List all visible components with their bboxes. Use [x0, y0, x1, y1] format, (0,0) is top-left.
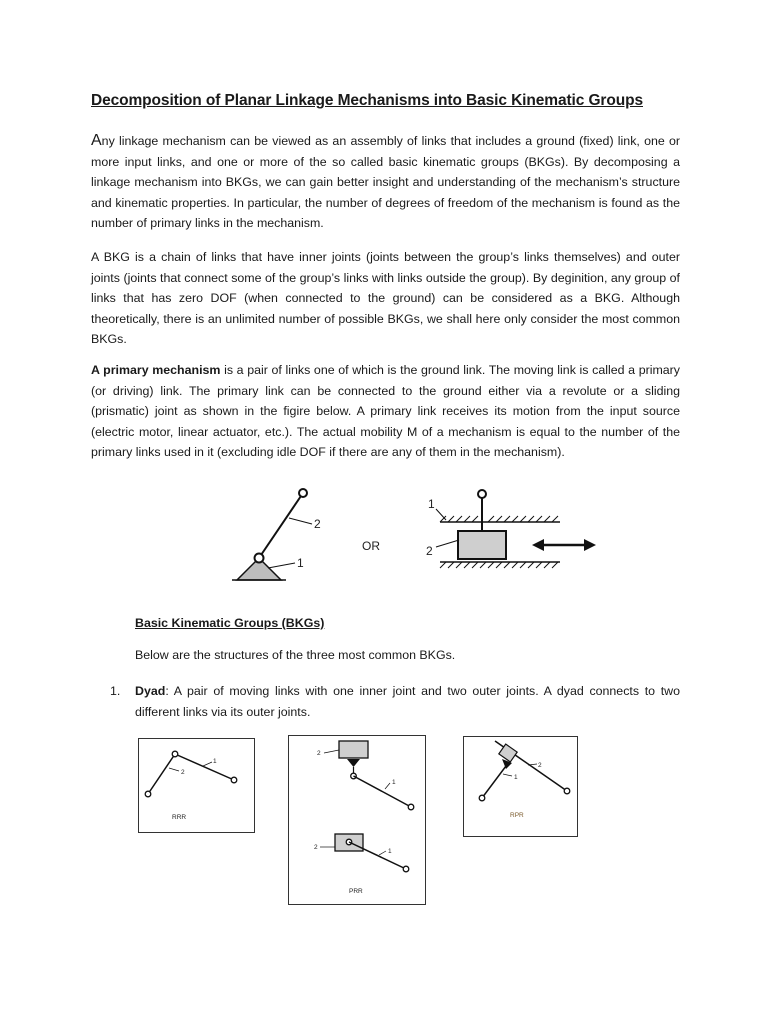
or-label: OR: [362, 539, 380, 553]
rpr-caption: RPR: [510, 812, 524, 819]
inner-joint: [172, 751, 178, 757]
label-2: 2: [426, 544, 433, 558]
slider-free-joint: [478, 490, 486, 498]
revolute-ground-joint: [255, 554, 264, 563]
motion-arrow-left-head: [532, 539, 544, 551]
outer-joint: [231, 777, 237, 783]
paragraph-bkg-definition: A BKG is a chain of links that have inner joints (joints between the group’s links themselves) and outer joints (joints that connect some of the group’s links with links outside the group). By deginition, any group of links that has zero DOF (when connected to the ground) can be considered as a BKG. Although theoretically, there is an unlimited number of possible BKGs, we shall here only consider the most common BKGs.: [91, 250, 680, 346]
label-1: 1: [213, 758, 217, 765]
label-2: 2: [314, 844, 318, 851]
label-2: 2: [317, 750, 321, 757]
leader-2: [436, 540, 459, 547]
leader-1: [436, 509, 446, 520]
list-number: 1.: [110, 684, 121, 698]
primary-link-bar: [259, 493, 303, 558]
label-1: 1: [514, 774, 518, 781]
bkg-section-heading: Basic Kinematic Groups (BKGs): [135, 616, 325, 630]
primary-mechanism-term: A primary mechanism: [91, 363, 221, 377]
prr-caption: PRR: [349, 888, 363, 895]
dyad-term: Dyad: [135, 684, 166, 698]
rpr-dyad-box: [463, 736, 578, 837]
prr-dyad-diagram: [289, 736, 425, 904]
label-1: 1: [428, 497, 435, 511]
label-1: 1: [297, 556, 304, 570]
leader-1: [268, 563, 295, 568]
revolute-free-joint: [299, 489, 307, 497]
drop-cap: A: [91, 132, 102, 149]
rrr-caption: RRR: [172, 814, 187, 821]
label-1: 1: [392, 779, 396, 786]
prr-slider-top: [339, 741, 368, 758]
label-2: 2: [181, 769, 185, 776]
revolute-primary-link-diagram: [232, 489, 321, 580]
slider-block: [458, 531, 506, 559]
rpr-dyad-diagram: [464, 737, 577, 836]
list-item-text: [135, 681, 680, 722]
label-2: 2: [314, 517, 321, 531]
outer-joint: [145, 791, 151, 797]
rpr-slider: [499, 744, 517, 762]
prismatic-primary-link-diagram: [426, 490, 596, 568]
paragraph-primary-mechanism-text: is a pair of links one of which is the ground link. The moving link is called a primary (or driving) link. The primary link can be connected to the ground either via a revolute or a sliding (prismatic) joint as shown in the figire below. A primary link receives its motion from the input source (electric motor, linear actuator, etc.). The actual mobility M of a mechanism is equal to the number of the primary links used in it (excluding idle DOF if there are any of them in the mechanism).: [91, 363, 680, 459]
paragraph-intro-text: ny linkage mechanism can be viewed as an assembly of links that includes a ground (fixed) link, one or more input links, and one or more of the so called basic kinematic groups (BKGs). By decomposing a linkage mechanism into BKGs, we can gain better insight and understanding of the mechanism’s structure and kinematic properties. In particular, the number of degrees of freedom of the mechanism is found as the number of primary links in the mechanism.: [91, 134, 680, 230]
label-1: 1: [388, 848, 392, 855]
bkg-section-intro: Below are the structures of the three most common BKGs.: [135, 648, 456, 662]
rrr-dyad-diagram: [139, 739, 254, 832]
motion-arrow-right-head: [584, 539, 596, 551]
leader-2: [289, 518, 312, 524]
label-2: 2: [538, 762, 542, 769]
rrr-dyad-box: [138, 738, 255, 833]
prr-dyad-box: [288, 735, 426, 905]
dyad-description: : A pair of moving links with one inner joint and two outer joints. A dyad connects to two different links via its outer joints.: [135, 684, 680, 719]
page-title: Decomposition of Planar Linkage Mechanisms into Basic Kinematic Groups: [91, 92, 643, 109]
